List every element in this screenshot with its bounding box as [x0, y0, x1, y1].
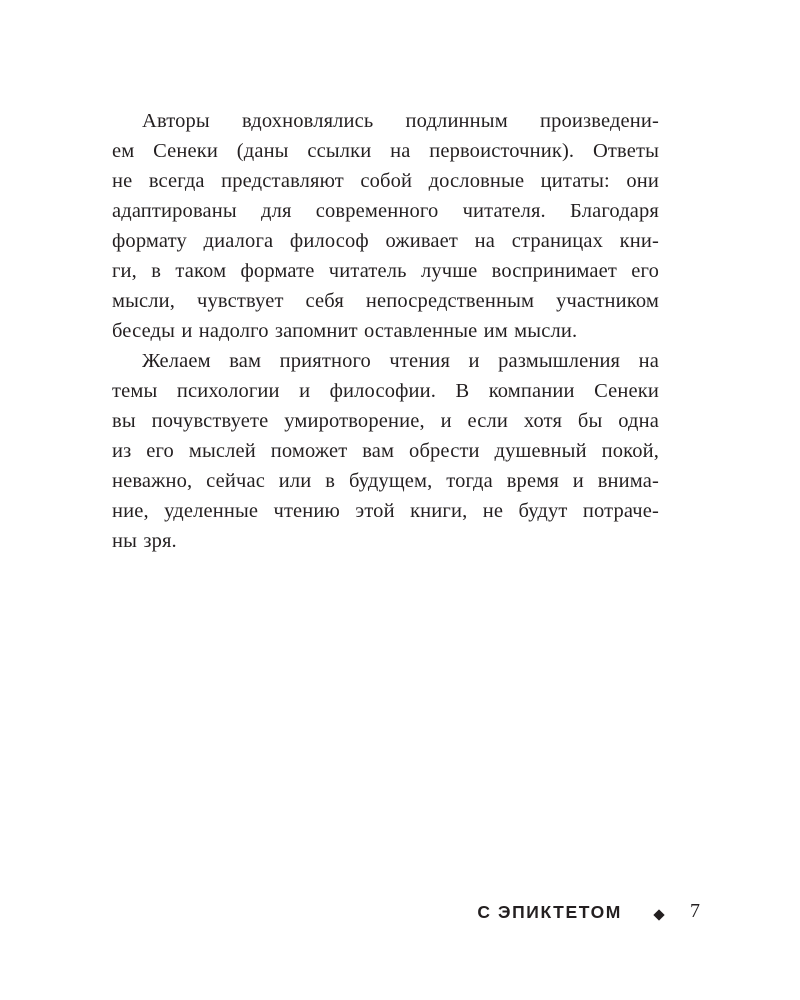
text-line: неважно, сейчас или в будущем, тогда время и внима- [112, 470, 659, 492]
running-title: С ЭПИКТЕТОМ [477, 902, 622, 922]
text-line: ны зря. [112, 530, 177, 552]
text-line: темы психологии и философии. В компании Сенеки [112, 380, 659, 402]
body-text [112, 106, 659, 556]
text-line: мысли, чувствует себя непосредственным участником [112, 290, 659, 312]
text-line: Авторы вдохновлялись подлинным произведени- [142, 110, 659, 132]
paragraph-1 [112, 106, 659, 346]
text-line: не всегда представляют собой дословные цитаты: они [112, 170, 659, 192]
text-line: адаптированы для современного читателя. Благодаря [112, 200, 659, 222]
text-line: ги, в таком формате читатель лучше воспринимает его [112, 260, 659, 282]
text-line: вы почувствуете умиротворение, и если хотя бы одна [112, 410, 659, 432]
page-footer [0, 900, 800, 932]
text-line: из его мыслей поможет вам обрести душевный покой, [112, 440, 659, 462]
diamond-icon [653, 909, 664, 920]
text-line: ние, уделенные чтению этой книги, не будут потраче- [112, 500, 659, 522]
text-line: ем Сенеки (даны ссылки на первоисточник). Ответы [112, 140, 659, 162]
text-line: Желаем вам приятного чтения и размышления на [142, 350, 659, 372]
text-line: формату диалога философ оживает на страницах кни- [112, 230, 659, 252]
page-number: 7 [690, 900, 700, 922]
text-line: беседы и надолго запомнит оставленные им мысли. [112, 320, 578, 342]
paragraph-2 [112, 346, 659, 556]
